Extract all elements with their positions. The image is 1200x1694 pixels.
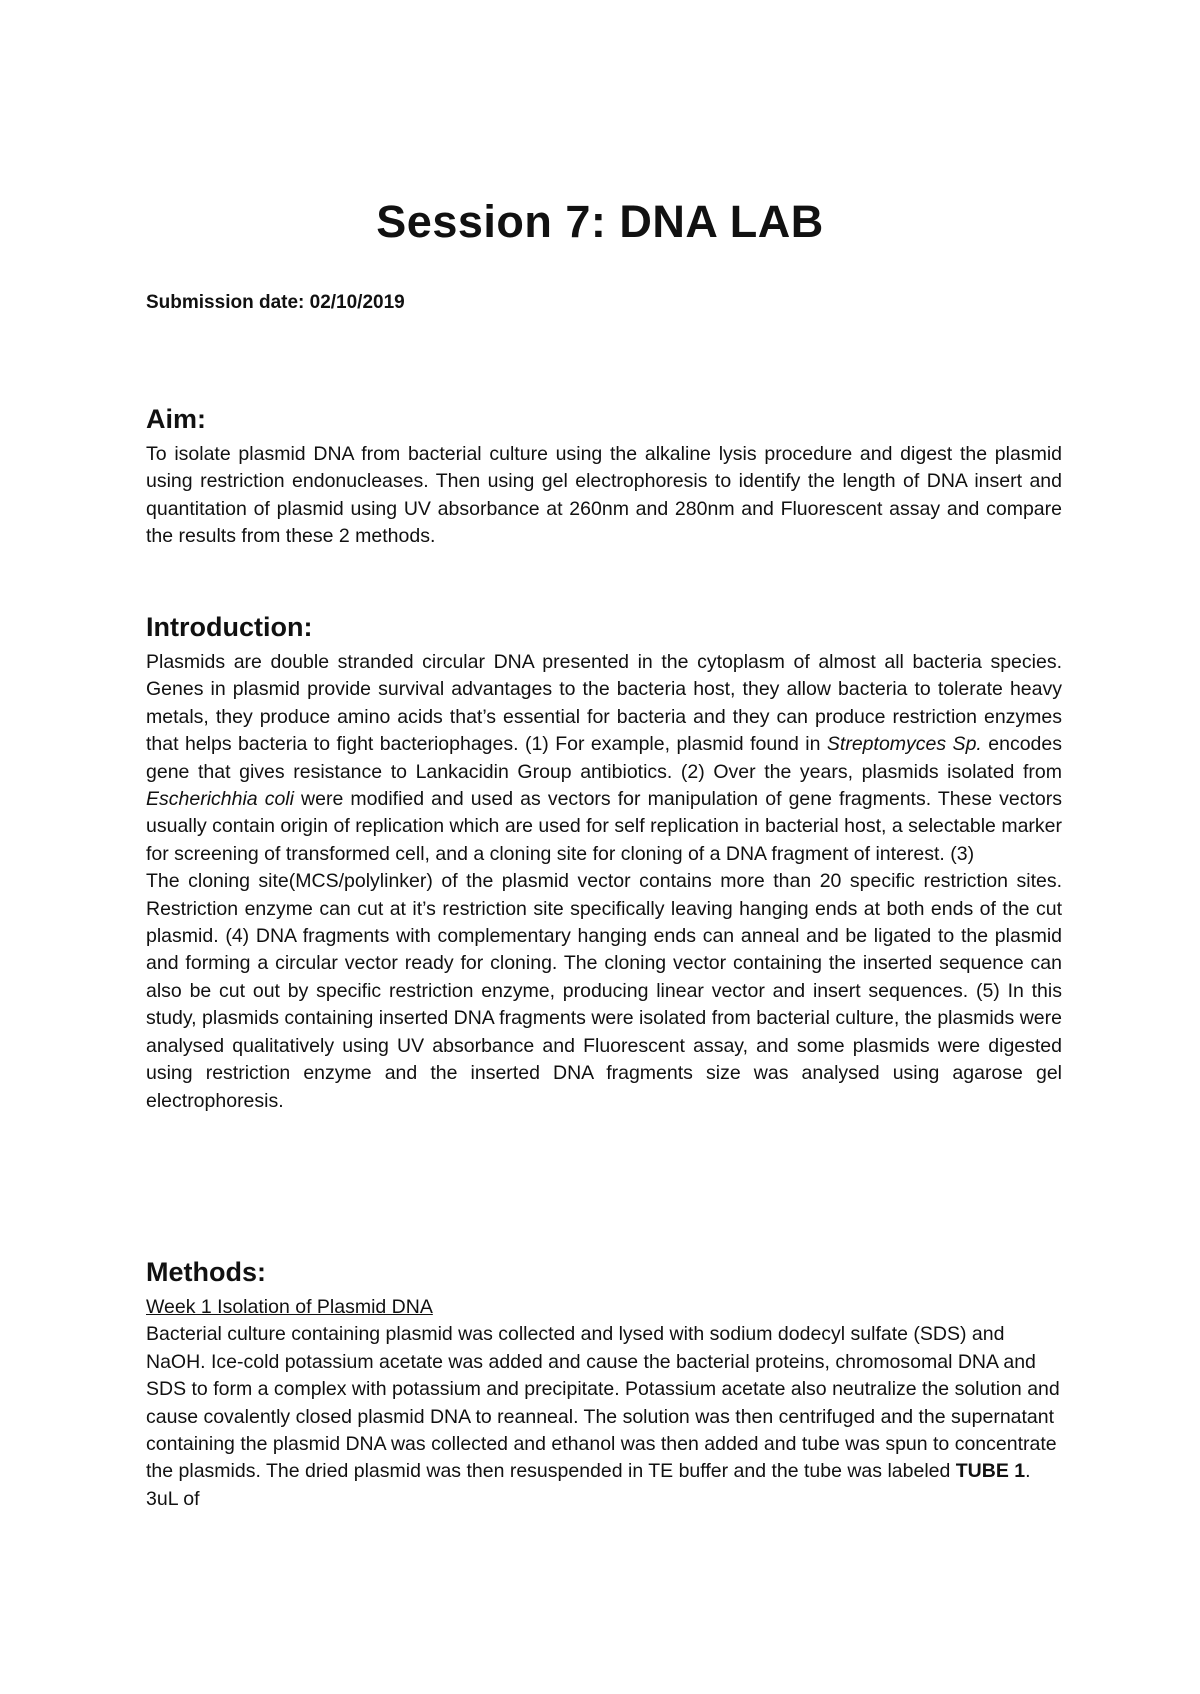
intro-text-b: encodes gene that gives resistance to Lankacidin Group antibiotics. (2) Over the years, plasmids isolated from <box>146 733 1062 783</box>
aim-section <box>146 404 1062 551</box>
intro-text-c: were modified and used as vectors for manipulation of gene fragments. These vectors usually contain origin of replication which are used for self replication in bacterial host, a selectable marker for screening of transformed cell, and a cloning site for cloning of a DNA fragment of interest. (3) <box>146 788 1062 865</box>
methods-paragraph-1 <box>146 1321 1062 1513</box>
introduction-paragraph-1 <box>146 649 1062 868</box>
aim-heading: Aim: <box>146 404 206 434</box>
methods-subheading: Week 1 Isolation of Plasmid DNA <box>146 1296 433 1318</box>
submission-date: Submission date: 02/10/2019 <box>146 292 405 313</box>
methods-text-a: Bacterial culture containing plasmid was collected and lysed with sodium dodecyl sulfate (SDS) and NaOH. Ice-cold potassium acetate was added and cause the bacterial proteins, chromosomal DNA and SDS to form a complex with potassium and precipitate. Potassium acetate also neutralize the solution and cause covalently closed plasmid DNA to reanneal. The solution was then centrifuged and the supernatant containing the plasmid DNA was collected and ethanol was then added and tube was spun to concentrate the plasmids. The dried plasmid was then resuspended in TE buffer and the tube was labeled <box>146 1323 1060 1483</box>
intro-text-a: Plasmids are double stranded circular DNA presented in the cytoplasm of almost all bacteria species. Genes in plasmid provide survival advantages to the bacteria host, they allow bacteria to tolerate heavy metals, they produce amino acids that’s essential for bacteria and they can produce restriction enzymes that helps bacteria to fight bacteriophages. (1) For example, plasmid found in <box>146 651 1062 756</box>
aim-paragraph: To isolate plasmid DNA from bacterial culture using the alkaline lysis procedure and digest the plasmid using restriction endonucleases. Then using gel electrophoresis to identify the length of DNA insert and quantitation of plasmid using UV absorbance at 260nm and 280nm and Fluorescent assay and compare the results from these 2 methods. <box>146 443 1062 548</box>
methods-bold-tube1: TUBE 1 <box>955 1460 1026 1483</box>
introduction-heading: Introduction: <box>146 612 313 642</box>
introduction-paragraph-2: The cloning site(MCS/polylinker) of the plasmid vector contains more than 20 specific restriction sites. Restriction enzyme can cut at it’s restriction site specifically leaving hanging ends at both ends of the cut plasmid. (4) DNA fragments with complementary hanging ends can anneal and be ligated to the plasmid and forming a circular vector ready for cloning. The cloning vector containing the inserted sequence can also be cut out by specific restriction enzyme, producing linear vector and insert sequences. (5) In this study, plasmids containing inserted DNA fragments were isolated from bacterial culture, the plasmids were analysed qualitatively using UV absorbance and Fluorescent assay, and some plasmids were digested using restriction enzyme and the inserted DNA fragments size was analysed using agarose gel electrophoresis. <box>146 870 1062 1112</box>
methods-text-b: . 3uL of <box>146 1460 1031 1510</box>
intro-italic-ecoli: Escherichhia coli <box>146 788 294 811</box>
introduction-section <box>146 612 1062 1115</box>
document-title: Session 7: DNA LAB <box>376 196 824 247</box>
methods-heading: Methods: <box>146 1257 266 1287</box>
methods-section <box>146 1257 1062 1513</box>
intro-italic-streptomyces: Streptomyces Sp. <box>826 733 982 756</box>
